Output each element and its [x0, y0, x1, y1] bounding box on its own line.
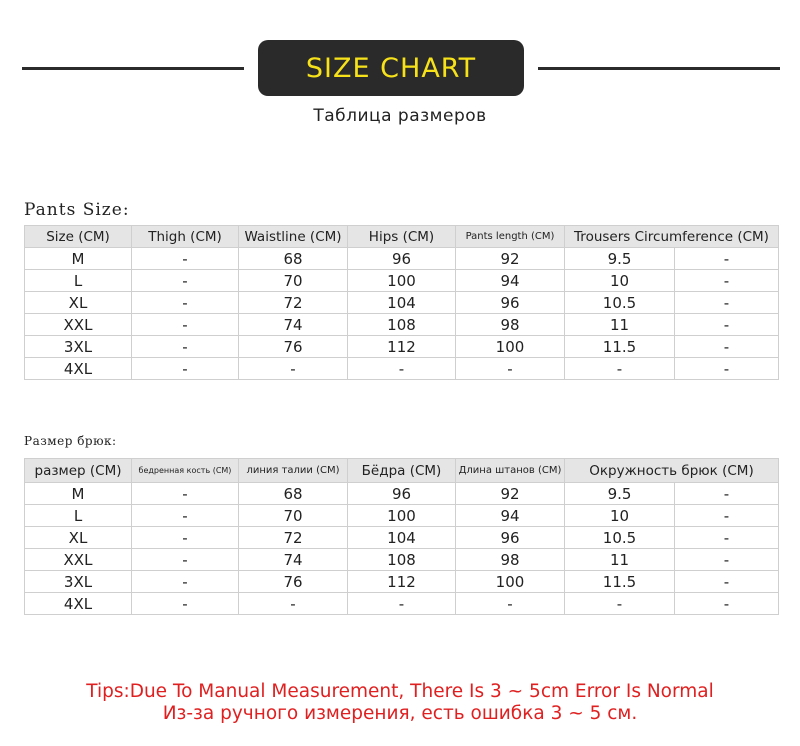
table-cell: -: [132, 248, 239, 270]
column-header: бедренная кость (CM): [132, 459, 239, 483]
table-row: [25, 483, 779, 505]
table-cell: -: [132, 292, 239, 314]
column-header: Бёдра (CM): [348, 459, 456, 483]
column-header: Hips (CM): [348, 226, 456, 248]
table-cell: 72: [239, 527, 348, 549]
table-cell: 76: [239, 571, 348, 593]
table-cell: L: [25, 505, 132, 527]
size-chart-badge: [258, 40, 524, 96]
table-cell: 100: [456, 571, 565, 593]
ru-size-table: [24, 458, 779, 615]
table-cell: -: [239, 593, 348, 615]
table-cell: -: [565, 358, 675, 380]
table-cell: -: [132, 483, 239, 505]
table-cell: 10.5: [565, 527, 675, 549]
table-cell: 10.5: [565, 292, 675, 314]
header-rule-right: [538, 67, 780, 70]
table-cell: 10: [565, 505, 675, 527]
pants-size-table: [24, 225, 779, 380]
table-cell: -: [132, 505, 239, 527]
table-cell: 10: [565, 270, 675, 292]
table-cell: -: [348, 593, 456, 615]
table-cell: 94: [456, 505, 565, 527]
table-cell: 96: [456, 527, 565, 549]
table-cell: -: [132, 593, 239, 615]
table-cell: -: [675, 358, 779, 380]
table-cell: 104: [348, 292, 456, 314]
table-cell: -: [675, 505, 779, 527]
table-cell: 112: [348, 571, 456, 593]
column-header: Size (CM): [25, 226, 132, 248]
table-cell: 98: [456, 314, 565, 336]
table-cell: -: [132, 571, 239, 593]
table-row: [25, 593, 779, 615]
table-cell: 11: [565, 549, 675, 571]
table-cell: 100: [348, 505, 456, 527]
table-cell: -: [675, 593, 779, 615]
table-cell: 11.5: [565, 336, 675, 358]
table-cell: 92: [456, 483, 565, 505]
column-header: Pants length (CM): [456, 226, 565, 248]
table-cell: 94: [456, 270, 565, 292]
table-row: [25, 527, 779, 549]
table-cell: M: [25, 248, 132, 270]
table-cell: -: [132, 358, 239, 380]
table-cell: -: [348, 358, 456, 380]
table-cell: 3XL: [25, 571, 132, 593]
tips-russian: Из-за ручного измерения, есть ошибка 3 ~ 5 см.: [162, 703, 638, 724]
column-header: Trousers Circumference (CM): [565, 226, 779, 248]
table-cell: 11.5: [565, 571, 675, 593]
table-cell: -: [456, 358, 565, 380]
table-cell: 74: [239, 314, 348, 336]
table-cell: -: [675, 527, 779, 549]
table-cell: 9.5: [565, 248, 675, 270]
table-cell: -: [675, 314, 779, 336]
table-cell: 68: [239, 483, 348, 505]
table-cell: XXL: [25, 549, 132, 571]
table-cell: -: [675, 292, 779, 314]
table-cell: -: [675, 248, 779, 270]
table-cell: -: [239, 358, 348, 380]
ru-size-label: Размер брюк:: [24, 434, 117, 448]
table-cell: -: [675, 571, 779, 593]
table-cell: -: [132, 270, 239, 292]
table-cell: 70: [239, 505, 348, 527]
table-cell: -: [132, 336, 239, 358]
table-cell: 108: [348, 549, 456, 571]
table-cell: 4XL: [25, 593, 132, 615]
table-row: [25, 505, 779, 527]
page-subtitle: Таблица размеров: [313, 106, 487, 126]
table-cell: -: [675, 270, 779, 292]
badge-title: SIZE CHART: [305, 52, 477, 84]
table-cell: -: [456, 593, 565, 615]
table-row: [25, 292, 779, 314]
table-row: [25, 314, 779, 336]
table-row: [25, 358, 779, 380]
table-header-row: [25, 459, 779, 483]
table-cell: 100: [348, 270, 456, 292]
table-cell: M: [25, 483, 132, 505]
table-cell: 104: [348, 527, 456, 549]
table-row: [25, 571, 779, 593]
column-header: Waistline (CM): [239, 226, 348, 248]
table-cell: 74: [239, 549, 348, 571]
table-cell: -: [132, 549, 239, 571]
tips-english: Tips:Due To Manual Measurement, There Is 3 ~ 5cm Error Is Normal: [86, 681, 714, 702]
table-cell: 108: [348, 314, 456, 336]
table-cell: 96: [348, 248, 456, 270]
column-header: Длина штанов (CM): [456, 459, 565, 483]
column-header: Thigh (CM): [132, 226, 239, 248]
table-cell: 9.5: [565, 483, 675, 505]
table-cell: 96: [456, 292, 565, 314]
table-cell: 112: [348, 336, 456, 358]
table-cell: -: [132, 314, 239, 336]
table-cell: 72: [239, 292, 348, 314]
header-rule-left: [22, 67, 244, 70]
table-row: [25, 336, 779, 358]
table-cell: L: [25, 270, 132, 292]
table-row: [25, 270, 779, 292]
table-cell: XXL: [25, 314, 132, 336]
table-cell: 92: [456, 248, 565, 270]
table-cell: 100: [456, 336, 565, 358]
table-cell: 70: [239, 270, 348, 292]
table-cell: XL: [25, 527, 132, 549]
table-cell: -: [675, 549, 779, 571]
table-cell: -: [565, 593, 675, 615]
table-cell: 3XL: [25, 336, 132, 358]
table-cell: XL: [25, 292, 132, 314]
table-cell: 4XL: [25, 358, 132, 380]
table-cell: 76: [239, 336, 348, 358]
table-cell: -: [132, 527, 239, 549]
table-cell: -: [675, 483, 779, 505]
table-cell: -: [675, 336, 779, 358]
table-row: [25, 248, 779, 270]
table-cell: 11: [565, 314, 675, 336]
table-row: [25, 549, 779, 571]
table-cell: 98: [456, 549, 565, 571]
pants-size-label: Pants Size:: [24, 200, 130, 220]
table-cell: 68: [239, 248, 348, 270]
column-header: линия талии (CM): [239, 459, 348, 483]
column-header: размер (CM): [25, 459, 132, 483]
table-header-row: [25, 226, 779, 248]
table-cell: 96: [348, 483, 456, 505]
column-header: Окружность брюк (CM): [565, 459, 779, 483]
